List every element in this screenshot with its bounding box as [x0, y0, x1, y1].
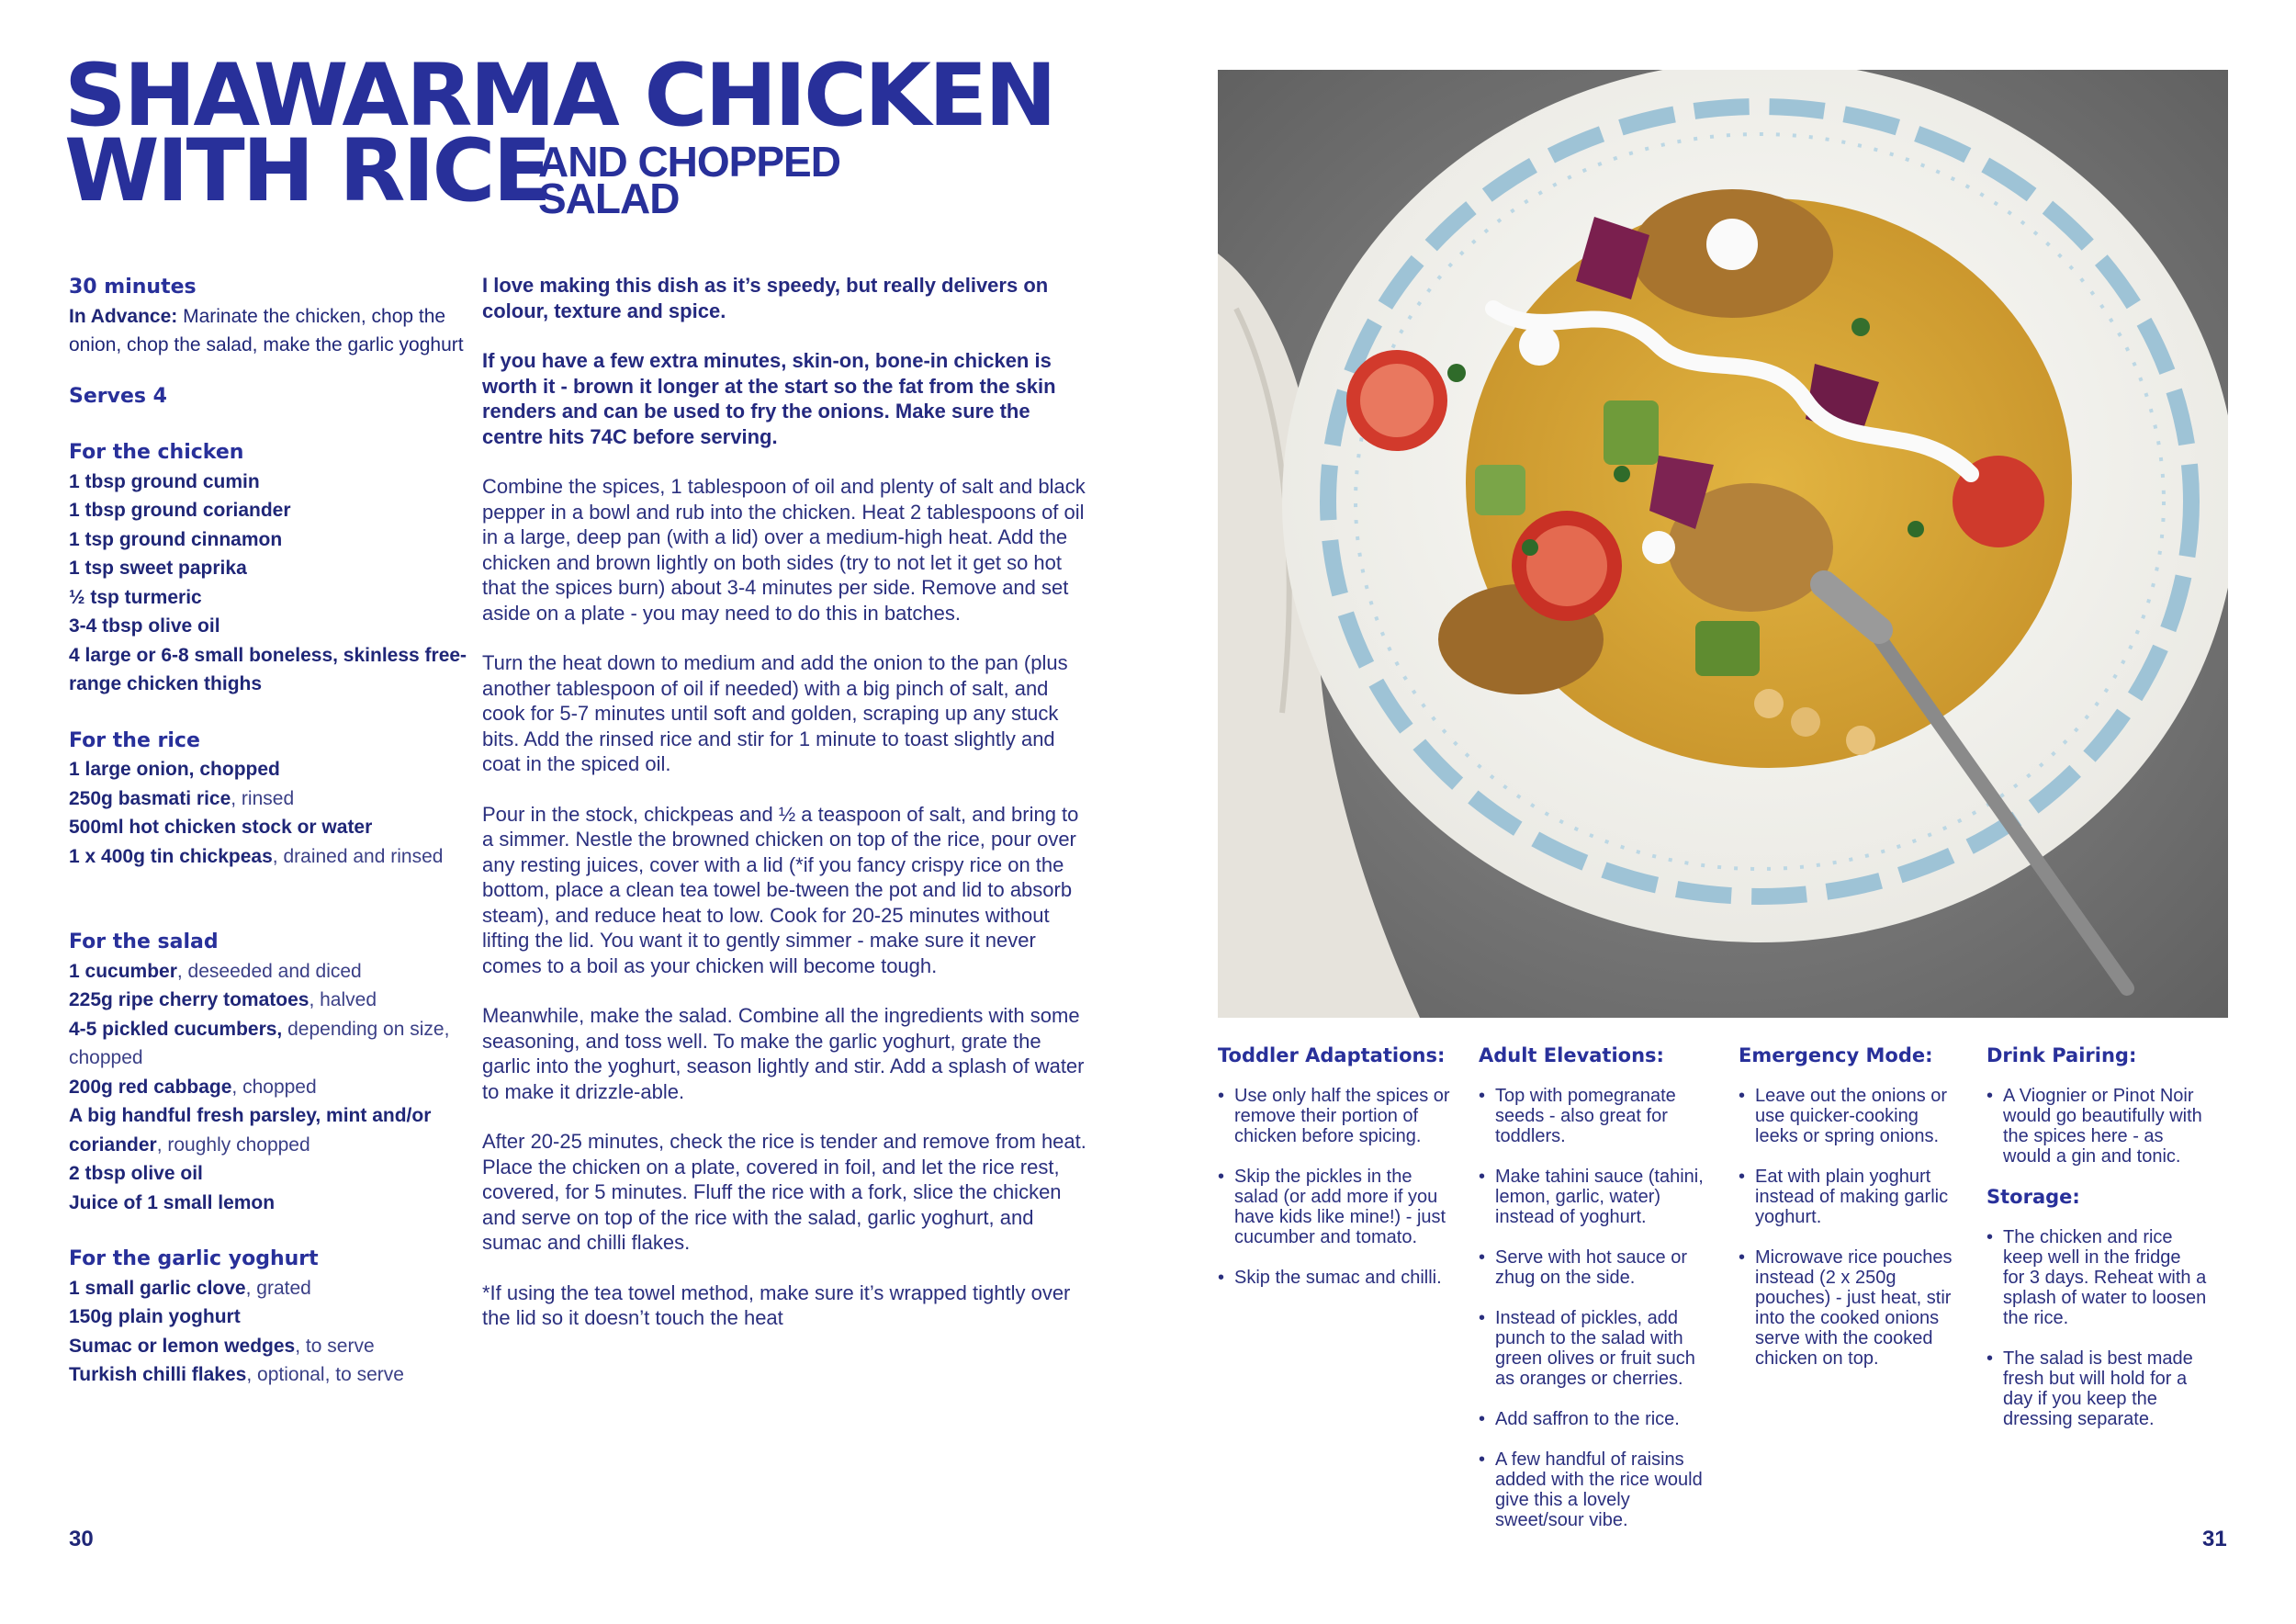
note-item: • Skip the pickles in the salad (or add more if you have kids like mine!) - just cucumber and tomato. — [1218, 1167, 1452, 1247]
toddler-list — [1218, 1086, 1452, 1288]
advance-text: Marinate the chicken, chop the onion, chop the salad, make the garlic yoghurt — [69, 305, 464, 355]
drink-list — [1986, 1086, 2207, 1167]
method-footnote: *If using the tea towel method, make sure it’s wrapped tightly over the lid so it doesn’t touch the heat — [482, 1280, 1071, 1329]
chicken-list — [69, 468, 473, 699]
note-item: • Add saffron to the rice. — [1479, 1409, 1713, 1429]
ingredient-main: 4 large or 6-8 small boneless, skinless free-range chicken thighs — [69, 644, 467, 694]
rice-heading: For the rice — [69, 728, 200, 752]
ingredient-main: 1 tbsp ground cumin — [69, 470, 260, 492]
ingredient-main: 4-5 pickled cucumbers, — [69, 1018, 283, 1040]
yoghurt-heading: For the garlic yoghurt — [69, 1247, 319, 1270]
note-item: • The salad is best made fresh but will hold for a day if you keep the dressing separate. — [1986, 1348, 2207, 1429]
subtitle-line-1: AND CHOPPED — [538, 138, 840, 186]
page-number-left: 30 — [69, 1527, 94, 1551]
dish-photo-illustration — [1218, 70, 2228, 1018]
dish-photo — [1218, 70, 2228, 1018]
advance-label: In Advance: — [69, 305, 178, 327]
ingredient-detail: , drained and rinsed — [272, 845, 444, 867]
method-step-3: Pour in the stock, chickpeas and ½ a teaspoon of salt, and bring to a simmer. Nestle the browned chicken on top of the rice, pour over any resting juices, cover with a lid (*if you fancy crispy rice on the bottom, place a clean tea towel be-tween the pot and lid to absorb steam), and reduce heat to low. Cook for 20-25 minutes without lifting the lid. You want it to gently simmer - make sure it never comes to a boil as your chicken will become tough. — [482, 802, 1079, 977]
serves: Serves 4 — [69, 384, 167, 408]
ingredient-main: ½ tsp turmeric — [69, 586, 202, 608]
title-line-1: SHAWARMA CHICKEN — [64, 46, 1054, 146]
intro-paragraph-2: If you have a few extra minutes, skin-on, bone-in chicken is worth it - brown it longer at the start so the fat from the skin renders and can be used to fry the onions. Make sure the centre hits 74C before serving. — [482, 349, 1056, 448]
note-item: • Leave out the onions or use quicker-cooking leeks or spring onions. — [1739, 1086, 1964, 1146]
ingredient-detail: depending on size, chopped — [69, 1018, 450, 1068]
ingredient-item — [69, 813, 473, 842]
title-line-2: WITH RICE — [64, 121, 549, 221]
ingredient-item — [69, 957, 473, 987]
intro-paragraph-1: I love making this dish as it’s speedy, but really delivers on colour, texture and spice. — [482, 274, 1049, 322]
ingredient-item — [69, 1101, 473, 1159]
adult-heading: Adult Elevations: — [1479, 1044, 1664, 1066]
ingredient-main: 1 tbsp ground coriander — [69, 500, 291, 521]
page-number-right: 31 — [2202, 1527, 2227, 1551]
ingredient-main: 225g ripe cherry tomatoes — [69, 989, 310, 1010]
ingredient-item — [69, 612, 473, 641]
ingredient-main: Juice of 1 small lemon — [69, 1191, 276, 1213]
ingredient-detail: , optional, to serve — [246, 1364, 404, 1385]
ingredient-item — [69, 496, 473, 525]
advance-note — [69, 302, 473, 360]
method-column — [482, 273, 1088, 1356]
salad-heading: For the salad — [69, 930, 219, 953]
ingredient-main: 1 tsp sweet paprika — [69, 558, 247, 579]
note-item: • The chicken and rice keep well in the fridge for 3 days. Reheat with a splash of water to loosen the rice. — [1986, 1227, 2207, 1328]
rice-list — [69, 755, 473, 871]
ingredient-main: 1 large onion, chopped — [69, 759, 280, 780]
ingredient-item — [69, 1274, 473, 1303]
ingredient-item — [69, 1303, 473, 1332]
subtitle-line-2: SALAD — [538, 175, 680, 222]
note-item: • Eat with plain yoghurt instead of making garlic yoghurt. — [1739, 1167, 1964, 1227]
method-step-4: Meanwhile, make the salad. Combine all the ingredients with some seasoning, and toss well. To make the garlic yoghurt, grate the garlic into the yoghurt, season lightly and stir. Add a splash of water to make it drizzle-able. — [482, 1004, 1085, 1103]
ingredient-item — [69, 1159, 473, 1189]
ingredient-item — [69, 1332, 473, 1361]
salad-list — [69, 957, 473, 1218]
adult-elevations — [1479, 1045, 1713, 1551]
ingredient-item — [69, 525, 473, 555]
note-item: • Microwave rice pouches instead (2 x 250g pouches) - just heat, stir into the cooked onions serve with the cooked chicken on top. — [1739, 1247, 1964, 1369]
toddler-adaptations — [1218, 1045, 1452, 1308]
ingredient-item — [69, 1360, 473, 1390]
ingredient-item — [69, 1073, 473, 1102]
ingredient-detail: , chopped — [231, 1076, 317, 1098]
note-item: • Use only half the spices or remove their portion of chicken before spicing. — [1218, 1086, 1452, 1146]
ingredients-column — [69, 273, 473, 1390]
method-step-5: After 20-25 minutes, check the rice is tender and remove from heat. Place the chicken on a plate, covered in foil, and let the rice rest, covered, for 5 minutes. Fluff the rice with a fork, slice the chicken and serve on top of the rice with the salad, garlic yoghurt, and sumac and chilli flakes. — [482, 1130, 1086, 1254]
drink-heading: Drink Pairing: — [1986, 1044, 2137, 1066]
ingredient-detail: , deseeded and diced — [176, 960, 362, 982]
note-item: • Serve with hot sauce or zhug on the side. — [1479, 1247, 1713, 1288]
yoghurt-list — [69, 1274, 473, 1390]
ingredient-item — [69, 1015, 473, 1073]
ingredient-item — [69, 842, 473, 872]
ingredient-item — [69, 1189, 473, 1218]
ingredient-main: 1 x 400g tin chickpeas — [69, 845, 273, 867]
ingredient-detail: , rinsed — [231, 787, 295, 809]
ingredient-item — [69, 755, 473, 784]
storage-heading: Storage: — [1986, 1186, 2080, 1208]
adult-list — [1479, 1086, 1713, 1530]
ingredient-main: 250g basmati rice — [69, 787, 231, 809]
ingredient-main: 1 cucumber — [69, 960, 177, 982]
drink-pairing — [1986, 1045, 2207, 1449]
ingredient-detail: , to serve — [295, 1335, 375, 1357]
ingredient-item — [69, 641, 473, 699]
storage-list — [1986, 1227, 2207, 1429]
emergency-mode — [1739, 1045, 1964, 1389]
toddler-heading: Toddler Adaptations: — [1218, 1044, 1446, 1066]
method-step-1: Combine the spices, 1 tablespoon of oil and plenty of salt and black pepper in a bowl and rub into the chicken. Heat 2 tablespoons of oil in a large, deep pan (with a lid) over a medium-high heat. Add the chicken and brown lightly on both sides (try to not let it get so hot that the spices burn) about 3-4 minutes per side. Remove and set aside on a plate - you may need to do this in batches. — [482, 475, 1086, 625]
ingredient-main: Sumac or lemon wedges — [69, 1335, 296, 1357]
ingredient-detail: , roughly chopped — [156, 1133, 310, 1156]
ingredient-main: A big handful fresh parsley, mint and/or coriander — [69, 1105, 432, 1156]
ingredient-detail: , halved — [309, 989, 377, 1010]
ingredient-item — [69, 583, 473, 613]
ingredient-detail: , grated — [245, 1277, 311, 1299]
emergency-list — [1739, 1086, 1964, 1369]
chicken-heading: For the chicken — [69, 441, 244, 464]
note-item: • Instead of pickles, add punch to the salad with green olives or fruit such as oranges or cherries. — [1479, 1308, 1713, 1389]
ingredient-item — [69, 554, 473, 583]
ingredient-main: 500ml hot chicken stock or water — [69, 817, 373, 838]
ingredient-main: 2 tbsp olive oil — [69, 1163, 203, 1184]
title-subtitle — [538, 138, 840, 222]
note-item: • Top with pomegranate seeds - also great for toddlers. — [1479, 1086, 1713, 1146]
note-item: • A few handful of raisins added with the rice would give this a lovely sweet/sour vibe. — [1479, 1449, 1713, 1530]
ingredient-item — [69, 784, 473, 814]
ingredient-item — [69, 986, 473, 1015]
cook-time: 30 minutes — [69, 276, 197, 299]
ingredient-main: 200g red cabbage — [69, 1076, 232, 1098]
emergency-heading: Emergency Mode: — [1739, 1044, 1933, 1066]
ingredient-main: Turkish chilli flakes — [69, 1364, 247, 1385]
note-item: • Make tahini sauce (tahini, lemon, garlic, water) instead of yoghurt. — [1479, 1167, 1713, 1227]
ingredient-main: 150g plain yoghurt — [69, 1306, 241, 1327]
note-item: • A Viognier or Pinot Noir would go beautifully with the spices here - as would a gin and tonic. — [1986, 1086, 2207, 1167]
ingredient-main: 1 small garlic clove — [69, 1277, 246, 1299]
ingredient-main: 3-4 tbsp olive oil — [69, 615, 220, 637]
ingredient-item — [69, 468, 473, 497]
ingredient-main: 1 tsp ground cinnamon — [69, 528, 283, 550]
note-item: • Skip the sumac and chilli. — [1218, 1268, 1452, 1288]
method-step-2: Turn the heat down to medium and add the onion to the pan (plus another tablespoon of oil if needed) with a big pinch of salt, and cook for 5-7 minutes until soft and golden, scraping up any stuck bits. Add the rinsed rice and stir for 1 minute to toast slightly and coat in the spiced oil. — [482, 651, 1068, 775]
